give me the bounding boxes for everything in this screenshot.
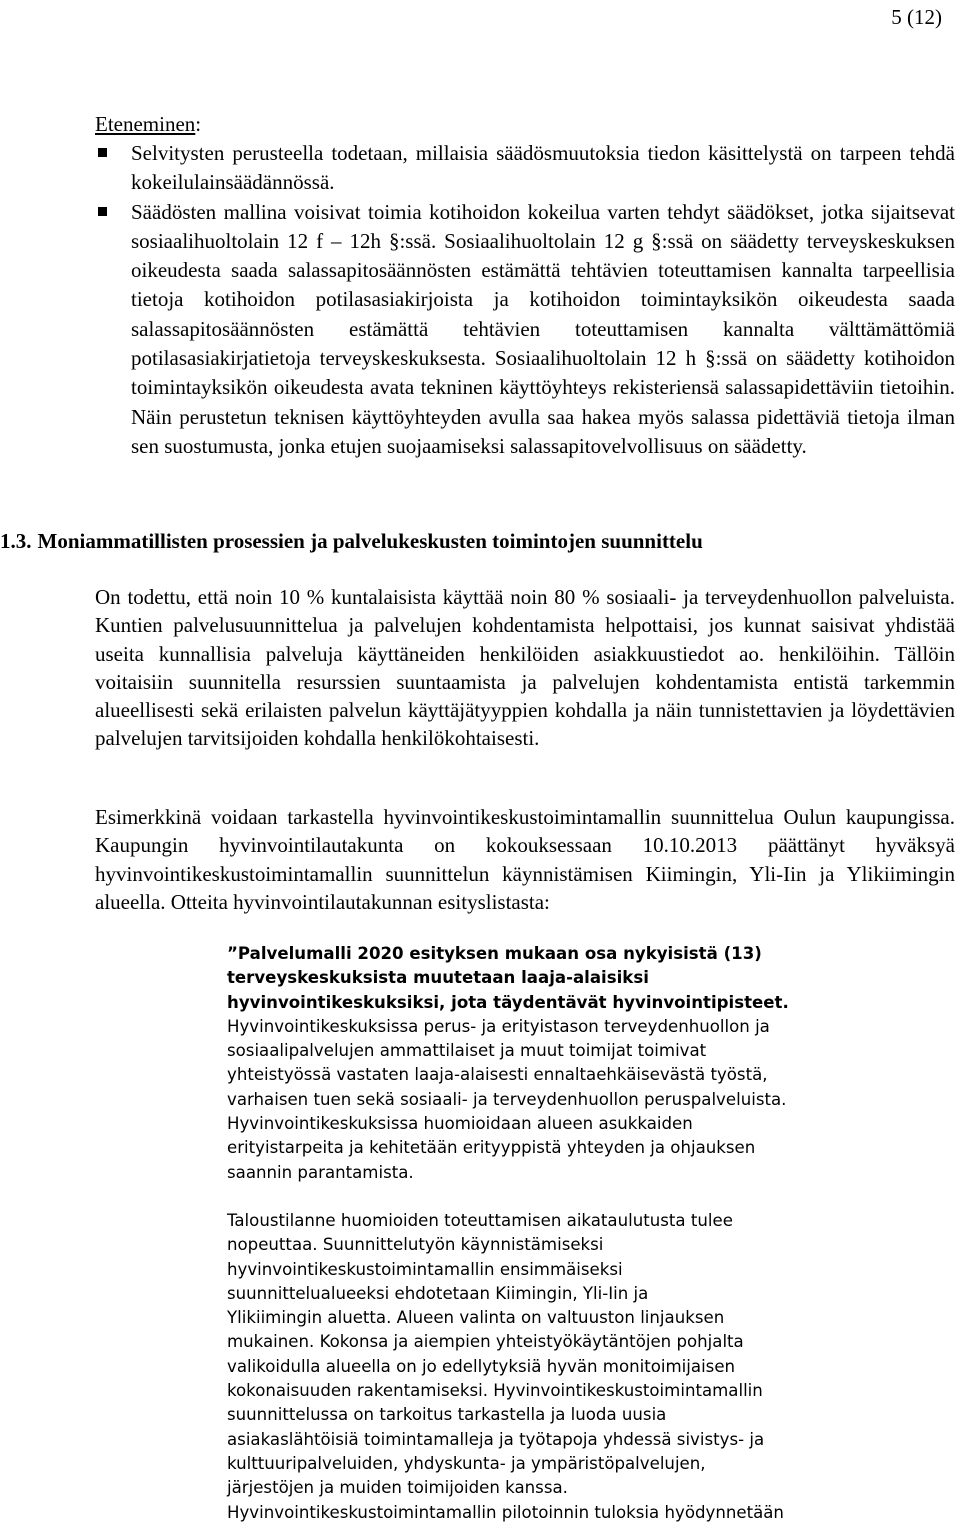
square-bullet-icon — [98, 148, 107, 157]
quote-line: erityistarpeita ja kehitetään erityyppistä yhteyden ja ohjauksen — [227, 1138, 756, 1158]
quote-line: hyvinvointikeskustoimintamallin ensimmäiseksi — [227, 1259, 623, 1279]
quote-line: suunnittelualueeksi ehdotetaan Kiimingin, Yli-Iin ja — [227, 1283, 649, 1303]
quote-line: sosiaalipalvelujen ammattilaiset ja muut toimijat toimivat — [227, 1041, 707, 1061]
quote-line: järjestöjen ja muiden toimijoiden kanssa. — [227, 1478, 568, 1498]
section-label-text: Eteneminen — [95, 112, 196, 136]
quote-line: Taloustilanne huomioiden toteuttamisen aikataulutusta tulee — [227, 1211, 733, 1230]
quote-line: varhaisen tuen sekä sosiaali- ja terveydenhuollon peruspalveluista. — [227, 1089, 787, 1109]
section-heading-number: 1.3. — [0, 529, 32, 553]
quote-line: kulttuuripalveluiden, yhdyskunta- ja ympäristöpalvelujen, — [227, 1453, 706, 1473]
quote-line: kokonaisuuden rakentamiseksi. Hyvinvointikeskustoimintamallin — [227, 1381, 763, 1401]
quote-bold-line: ”Palvelumalli 2020 esityksen mukaan osa nykyisistä (13) — [227, 944, 762, 963]
quoted-excerpt — [227, 942, 917, 1185]
bullet-text: Säädösten mallina voisivat toimia kotihoidon kokeilua varten tehdyt säädökset, jotka sijaitsevat sosiaalihuoltolain 12 f – 12h §:ssä. Sosiaalihuoltolain 12 g §:ssä on säädetty terveyskeskuksen oikeudesta saada salassapitosäännösten estämättä tehtävien toteuttamisen kannalta tarpeellisia tietoja kotihoidon potilasasiakirjoista ja kotihoidon toimintayksikön oikeudesta saada salassapitosäännösten estämättä tehtävien toteuttamisen kannalta välttämättömiä potilasasiakirjatietoja terveyskeskuksesta. Sosiaalihuoltolain 12 h §:ssä on säädetty kotihoidon toimintayksikön oikeudesta avata tekninen käyttöyhteys rekisteriensä salassapidettäviin tietoihin. Näin perustetun teknisen käyttöyhteyden avulla saa hakea myös salassa pidettäviä tietoja ilman sen suostumusta, jonka etujen suojaamiseksi salassapitovelvollisuus on säädetty. — [131, 199, 955, 458]
quote-line: Hyvinvointikeskuksissa perus- ja erityistason terveydenhuollon ja — [227, 1016, 770, 1036]
bullet-item — [95, 198, 955, 462]
section-heading-title: Moniammatillisten prosessien ja palvelukeskusten toimintojen suunnittelu — [37, 529, 703, 553]
body-paragraph: Esimerkkinä voidaan tarkastella hyvinvointikeskustoimintamallin suunnittelua Oulun kaupungissa. Kaupungin hyvinvointilautakunta on kokouksessaan 10.10.2013 päättänyt hyväksyä hyvinvointikeskustoimintamallin suunnittelun käynnistämisen Kiimingin, Yli-Iin ja Ylikiimingin alueella. Otteita hyvinvointilautakunnan esityslistasta: — [95, 805, 955, 914]
quote-line: saannin parantamista. — [227, 1162, 414, 1182]
quote-line: nopeuttaa. Suunnittelutyön käynnistämiseksi — [227, 1235, 604, 1255]
quote-bold-line: terveyskeskuksista muutetaan laaja-alaisiksi — [227, 968, 649, 988]
quote-line: suunnittelussa on tarkoitus tarkastella ja luoda uusia — [227, 1405, 667, 1425]
quote-line: Hyvinvointikeskuksissa huomioidaan alueen asukkaiden — [227, 1114, 693, 1134]
section-label — [95, 110, 201, 139]
bullet-item — [95, 139, 955, 198]
bullet-list — [95, 139, 955, 461]
quote-line: asiakaslähtöisiä toimintamalleja ja työtapoja yhdessä sivistys- ja — [227, 1429, 765, 1449]
quote-line: valikoidulla alueella on jo edellytyksiä hyvän monitoimijaisen — [227, 1356, 736, 1376]
bullet-text: Selvitysten perusteella todetaan, millaisia säädösmuutoksia tiedon käsittelystä on tarpeen tehdä kokeilulainsäädännössä. — [131, 141, 955, 195]
page-number: 5 (12) — [891, 5, 942, 29]
quote-line: Hyvinvointikeskustoimintamallin pilotoinnin tuloksia hyödynnetään — [227, 1502, 784, 1522]
quote-line: yhteistyössä vastaten laaja-alaisesti ennaltaehkäisevästä työstä, — [227, 1065, 768, 1085]
section-label-colon: : — [195, 112, 202, 136]
square-bullet-icon — [98, 207, 107, 216]
section-heading — [0, 527, 960, 556]
quote-line: mukainen. Kokonsa ja aiempien yhteistyökäytäntöjen pohjalta — [227, 1332, 744, 1352]
body-paragraph: On todettu, että noin 10 % kuntalaisista käyttää noin 80 % sosiaali- ja terveydenhuollon palveluista. Kuntien palvelusuunnittelua ja palvelujen kohdentamista helpottaisi, jos kunnat saisivat yhdistää useita kunnallisia palveluja käyttäneiden henkilöiden asiakkuustiedot ao. henkilöihin. Tällöin voitaisiin suunnitella resurssien suuntaamista ja palvelujen kohdentamista entistä tarkemmin alueellisesti sekä erilaisten palvelun käyttäjätyyppien kohdalla ja näin tunnistettavien ja löydettävien palvelujen tarvitsijoiden kohdalla henkilökohtaisesti. — [95, 585, 955, 751]
quote-bold-line: hyvinvointikeskuksiksi, jota täydentävät hyvinvointipisteet. — [227, 992, 789, 1012]
quote-line: Ylikiimingin aluetta. Alueen valinta on valtuuston linjauksen — [227, 1308, 725, 1328]
quoted-excerpt-continued — [227, 1209, 917, 1525]
